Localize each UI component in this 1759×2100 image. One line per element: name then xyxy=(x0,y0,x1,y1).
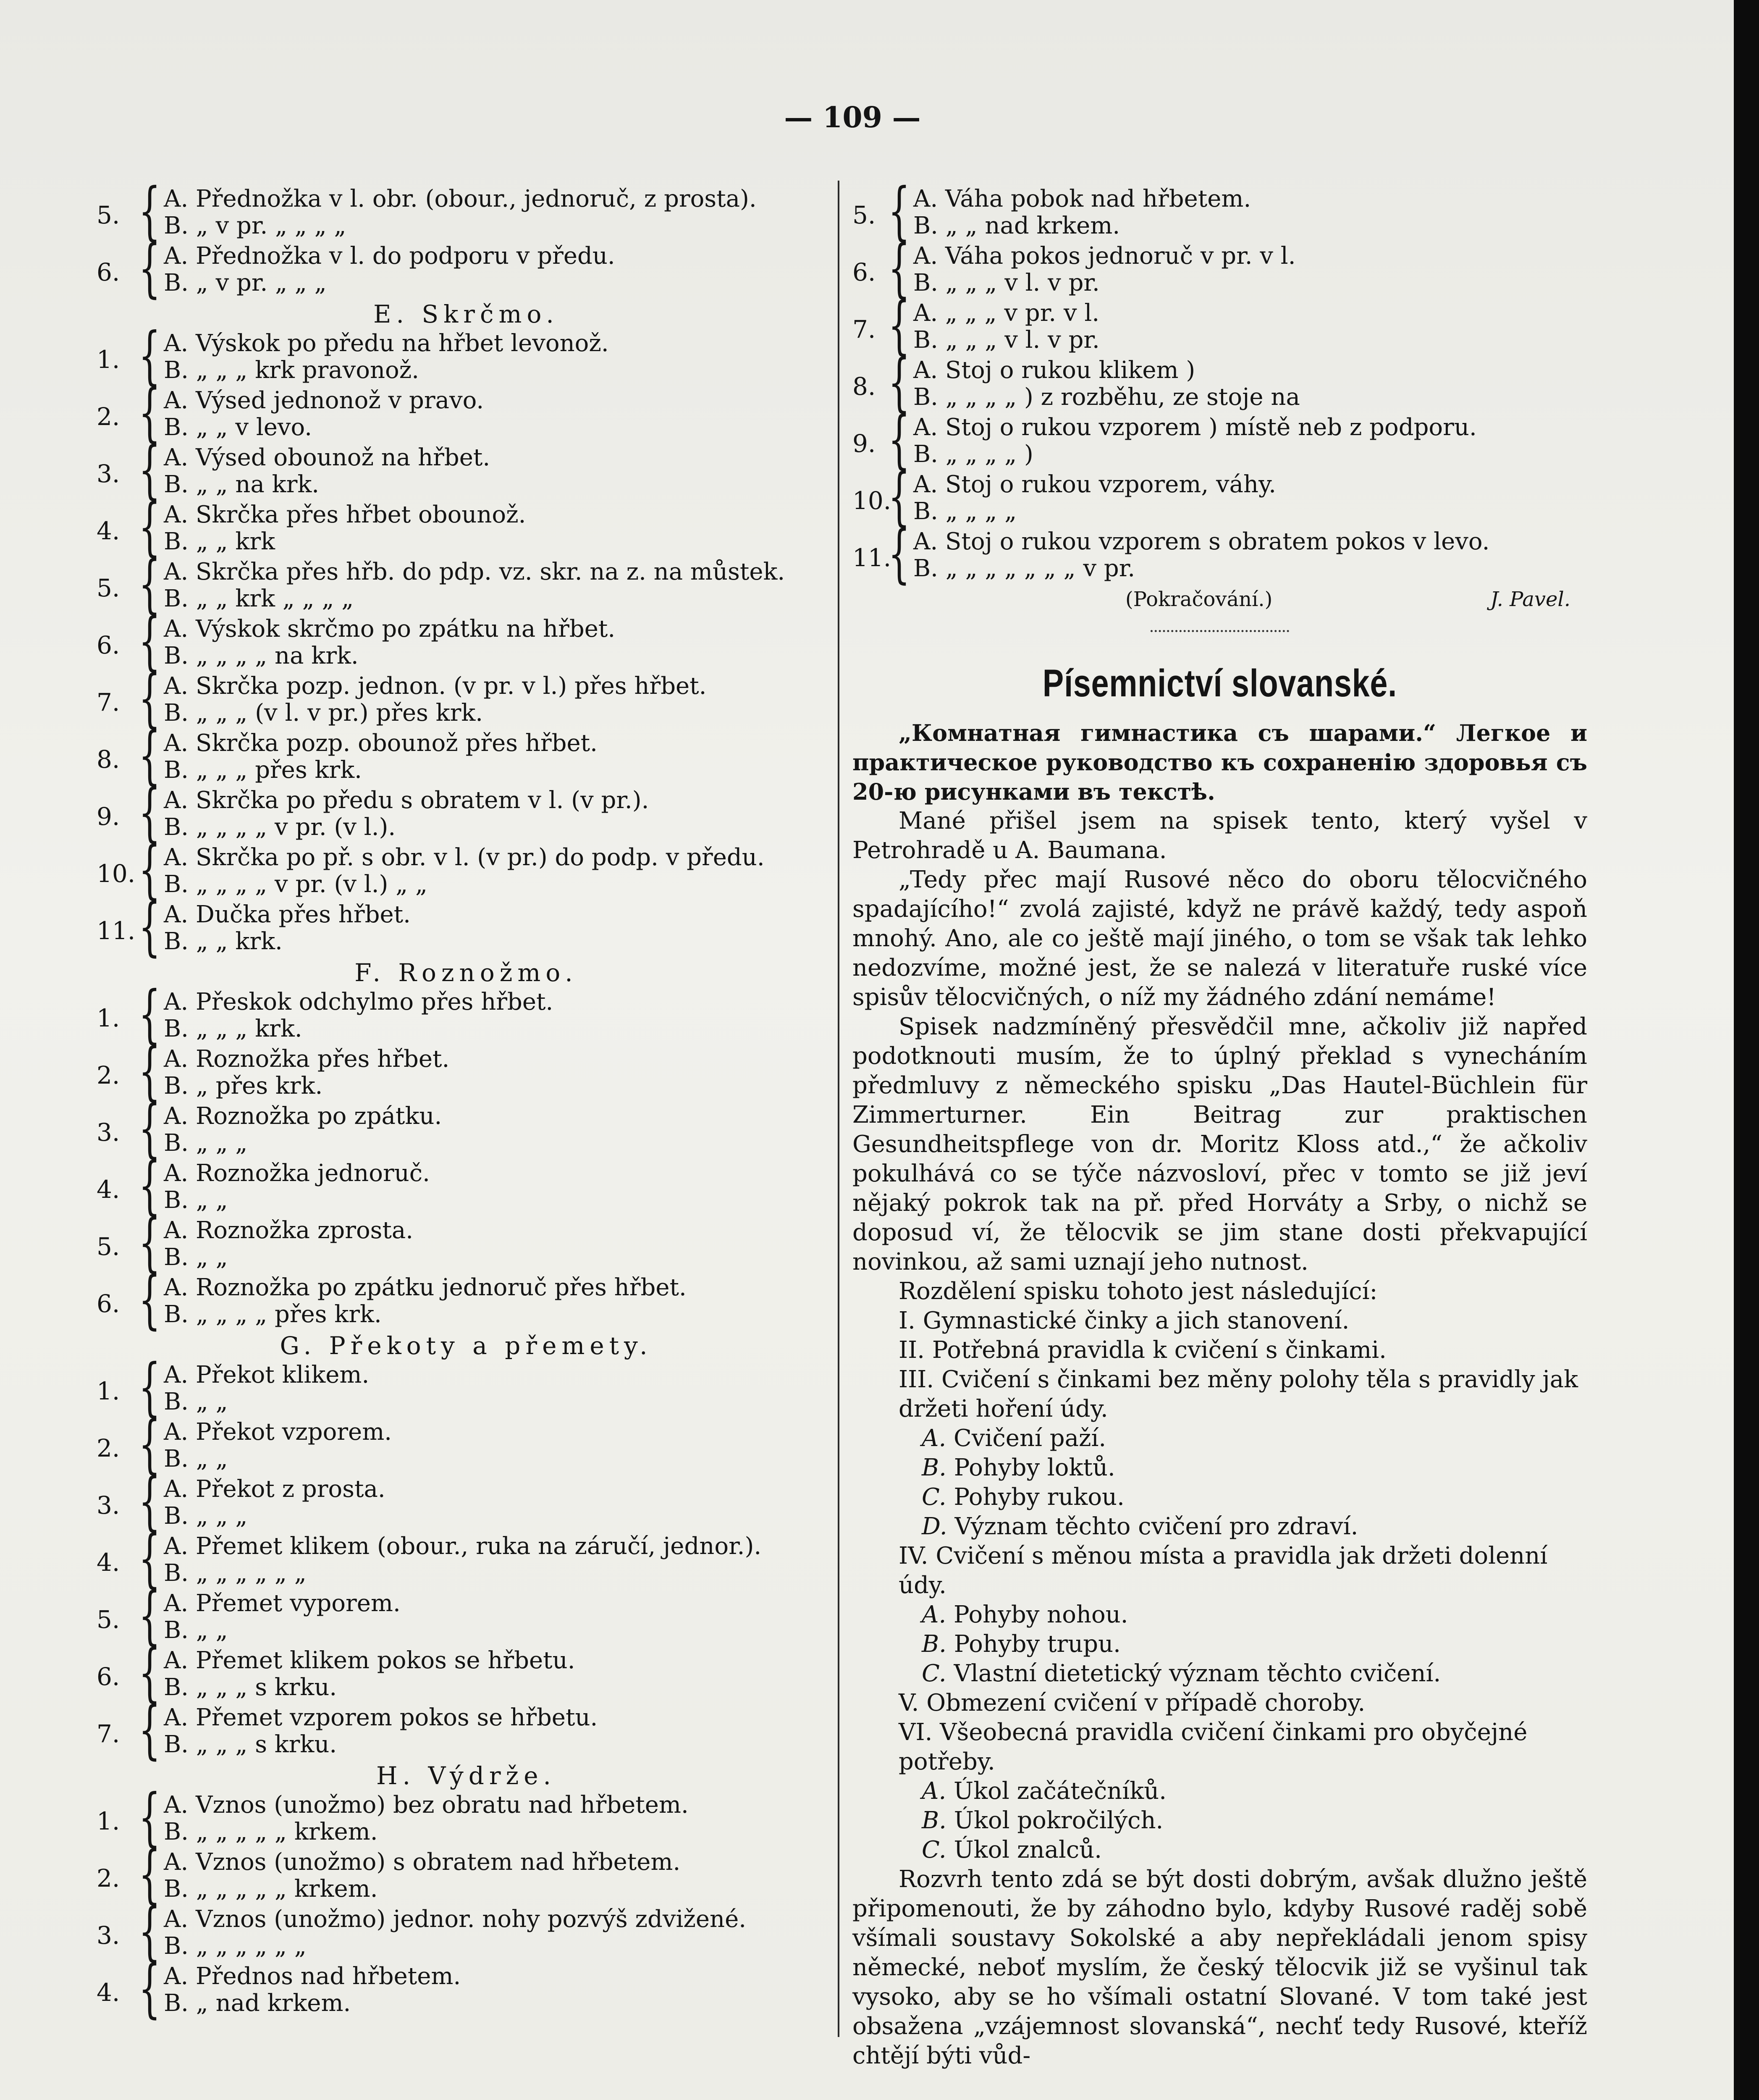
exercise-entry xyxy=(852,346,1587,419)
variant-b-text: B. „ „ xyxy=(164,1617,228,1644)
paragraph-5: Rozvrh tento zdá se být dosti dobrým, avšak dlužno ještě připomenouti, že by záhodno bylo, kdyby Rusové raděj sobě všímali soustavy Sokolské a aby nepřekládali jenom spisy německé, neboť myslím, že český tělocvik již se vyšinul tak vysoko, aby se ho všímali ostatní Slované. V tom také jest obsažena „vzájemnost slovanská“, nechť tedy Rusové, kteříž chtějí býti vůd- xyxy=(852,1866,1587,2069)
variant-a-text: A. Přemet vzporem pokos se hřbetu. xyxy=(164,1704,598,1731)
exercise-number: 5. xyxy=(97,201,120,229)
subitem-letter: C. xyxy=(922,1660,954,1687)
contents-item: III. Cvičení s činkami bez měny polohy těla s pravidly jak držeti hoření údy. xyxy=(899,1366,1578,1423)
exercise-number: 7. xyxy=(97,688,120,717)
exercise-number: 7. xyxy=(852,315,876,344)
exercise-entry xyxy=(97,175,836,248)
variant-a-text: A. Výsed obounož na hřbet. xyxy=(164,444,490,471)
section-heading-e: E. Skrčmo. xyxy=(373,300,559,328)
exercise-number: 3. xyxy=(97,1921,120,1950)
exercise-group-e xyxy=(97,319,836,963)
paragraph-2: „Tedy přec mají Rusové něco do oboru tělocvičného spadajícího!“ zvolá zajisté, když ne právě každý, tedy aspoň mnohý. Ano, ale co ještě mají jiného, o tom se však tak lehko nedozvíme, možné jest, že se nalezá v literatuře ruské více spisův tělocvičných, o níž my žádného zdání nemáme! xyxy=(852,866,1587,1011)
variant-a-text: A. Dučka přes hřbet. xyxy=(164,901,411,928)
brace-glyph: { xyxy=(139,978,161,1051)
variant-b-text: B. „ „ „ „ v pr. (v l.) „ „ xyxy=(164,871,427,898)
exercise-number: 4. xyxy=(97,1175,120,1204)
exercise-number: 3. xyxy=(97,1118,120,1147)
brace-glyph: { xyxy=(888,517,910,591)
exercise-number: 10. xyxy=(852,486,891,515)
variant-b-text: B. „ „ „ „ „ krkem. xyxy=(164,1875,378,1903)
subitem-text: Úkol znalců. xyxy=(954,1836,1102,1864)
exercise-entry xyxy=(97,1781,836,1854)
brace-glyph: { xyxy=(139,890,161,963)
exercise-number: 9. xyxy=(852,429,876,458)
subitem-letter: A. xyxy=(922,1601,954,1628)
exercise-number: 3. xyxy=(97,459,120,488)
exercise-entry xyxy=(97,1895,836,1968)
exercise-entry xyxy=(97,1522,836,1595)
exercise-entry xyxy=(852,232,1587,305)
exercise-entry xyxy=(97,1351,836,1424)
variant-a-text: A. Výskok skrčmo po zpátku na hřbet. xyxy=(164,615,616,643)
variant-b-text: B. „ „ na krk. xyxy=(164,471,320,498)
exercise-number: 2. xyxy=(97,1864,120,1893)
variant-b-text: B. „ „ krk xyxy=(164,528,275,555)
subitem-text: Úkol začátečníků. xyxy=(954,1777,1167,1805)
variant-a-text: A. Skrčka po př. s obr. v l. (v pr.) do podp. v předu. xyxy=(164,844,765,871)
brace-glyph: { xyxy=(139,1092,161,1165)
contents-item: II. Potřebná pravidla k cvičení s činkami. xyxy=(899,1336,1387,1364)
variant-a-text: A. Skrčka přes hřbet obounož. xyxy=(164,501,526,528)
variant-b-text: B. „ „ „ krk pravonož. xyxy=(164,357,419,384)
brace-glyph: { xyxy=(139,1952,161,2025)
subitem-text: Význam těchto cvičení pro zdraví. xyxy=(954,1513,1358,1540)
exercise-entry xyxy=(97,232,836,305)
section-title: Písemnictví slovanské. xyxy=(1042,662,1397,705)
variant-a-text: A. Roznožka zprosta. xyxy=(164,1217,414,1244)
variant-b-text: B. „ „ xyxy=(164,1388,228,1415)
exercise-entry xyxy=(97,1579,836,1652)
brace-glyph: { xyxy=(888,460,910,533)
exercise-entry xyxy=(852,403,1587,476)
brace-glyph: { xyxy=(139,1149,161,1222)
variant-b-text: B. „ „ „ „ ) xyxy=(913,441,1033,468)
exercise-entry xyxy=(852,460,1587,533)
contents-subitem xyxy=(852,1659,1587,1688)
brace-glyph: { xyxy=(139,1895,161,1968)
column-divider xyxy=(838,181,839,2037)
subitem-letter: A. xyxy=(922,1777,954,1805)
exercise-entry xyxy=(97,833,836,906)
variant-a-text: A. Přemet klikem pokos se hřbetu. xyxy=(164,1647,575,1674)
variant-a-text: A. Přednos nad hřbetem. xyxy=(164,1963,461,1990)
brace-glyph: { xyxy=(139,662,161,735)
author-signature: J. Pavel. xyxy=(1490,588,1570,611)
paragraph-3: Spisek nadzmíněný přesvědčil mne, ačkoliv již napřed podotknouti musím, že to úplný překlad s vynecháním předmluvy z německého spisku „Das Hautel-Büchlein für Zimmerturner. Ein Beitrag zur praktischen Gesundheitspflege von dr. Moritz Kloss atd.,“ že ačkoliv pokulhává co se týče názvosloví, přec v tomto se již jeví nějaký pokrok tak na př. před Horváty a Srby, o nichž se doposud ví, že tělocvik se jim stane dosti překvapující novinkou, až sami uznají jeho nutnost. xyxy=(852,1013,1587,1276)
exercise-entry xyxy=(97,1149,836,1222)
variant-b-text: B. „ „ „ „ ) z rozběhu, ze stoje na xyxy=(913,383,1300,411)
exercise-number: 3. xyxy=(97,1491,120,1520)
variant-a-text: A. Výsed jednonož v pravo. xyxy=(164,387,484,414)
variant-a-text: A. Váha pobok nad hřbetem. xyxy=(913,185,1251,213)
left-column xyxy=(97,175,836,2025)
variant-b-text: B. „ „ „ „ xyxy=(913,498,1017,525)
variant-a-text: A. Váha pokos jednoruč v pr. v l. xyxy=(913,242,1296,270)
page-number: — 109 — xyxy=(784,101,921,134)
brace-glyph: { xyxy=(139,1522,161,1595)
variant-a-text: A. Přednožka v l. do podporu v předu. xyxy=(164,242,615,270)
variant-a-text: A. Skrčka po předu s obratem v l. (v pr.). xyxy=(164,787,649,814)
section-heading-g: G. Překoty a přemety. xyxy=(280,1331,653,1360)
brace-glyph: { xyxy=(139,719,161,792)
variant-a-text: A. Přemet klikem (obour., ruka na záručí, jednor.). xyxy=(164,1533,762,1560)
subitem-text: Pohyby rukou. xyxy=(954,1483,1125,1511)
exercise-entry xyxy=(97,605,836,678)
variant-b-text: B. „ „ „ „ „ „ „ v pr. xyxy=(913,555,1135,582)
brace-glyph: { xyxy=(139,1636,161,1709)
variant-a-text: A. Výskok po předu na hřbet levonož. xyxy=(164,330,609,357)
variant-b-text: B. „ „ „ v l. v pr. xyxy=(913,269,1100,297)
contents-subitem xyxy=(852,1512,1587,1541)
subitem-text: Pohyby nohou. xyxy=(954,1601,1128,1628)
exercise-entry xyxy=(97,433,836,507)
exercise-number: 8. xyxy=(97,745,120,774)
variant-a-text: A. Vznos (unožmo) bez obratu nad hřbetem. xyxy=(164,1791,689,1819)
contents-subitem xyxy=(852,1600,1587,1630)
exercise-entry xyxy=(97,1408,836,1481)
variant-a-text: A. Skrčka pozp. jednon. (v pr. v l.) přes hřbet. xyxy=(164,672,707,700)
variant-b-text: B. „ „ „ s krku. xyxy=(164,1731,337,1758)
exercise-entry xyxy=(97,1092,836,1165)
variant-b-text: B. „ v pr. „ „ „ xyxy=(164,269,327,297)
exercise-number: 6. xyxy=(97,631,120,659)
exercise-entry xyxy=(97,1838,836,1911)
variant-b-text: B. „ přes krk. xyxy=(164,1072,323,1100)
exercise-number: 10. xyxy=(97,859,136,888)
brace-glyph: { xyxy=(139,776,161,849)
brace-glyph: { xyxy=(139,1579,161,1652)
subitem-letter: D. xyxy=(922,1513,955,1540)
contents-subitem xyxy=(852,1453,1587,1483)
variant-a-text: A. Přeskok odchylmo přes hřbet. xyxy=(164,988,553,1016)
subitem-letter: C. xyxy=(922,1836,954,1864)
exercise-group-e-continued xyxy=(97,175,836,305)
exercise-entry xyxy=(97,719,836,792)
paragraph-4: Rozdělení spisku tohoto jest následující: xyxy=(899,1278,1378,1305)
exercise-group-g xyxy=(97,1351,836,1767)
variant-b-text: B. „ „ „ s krku. xyxy=(164,1674,337,1701)
brace-glyph: { xyxy=(139,433,161,507)
exercise-entry xyxy=(97,1035,836,1108)
variant-b-text: B. „ „ krk. xyxy=(164,928,283,955)
variant-a-text: A. Překot vzporem. xyxy=(164,1418,392,1446)
brace-glyph: { xyxy=(139,833,161,906)
variant-a-text: A. Přemet vyporem. xyxy=(164,1590,401,1617)
exercise-number: 1. xyxy=(97,1807,120,1835)
section-heading-f: F. Roznožmo. xyxy=(354,958,578,987)
brace-glyph: { xyxy=(888,403,910,476)
right-column xyxy=(852,175,1587,2071)
ornamental-divider xyxy=(1151,622,1289,632)
brace-glyph: { xyxy=(888,346,910,419)
variant-b-text: B. „ „ „ „ „ „ xyxy=(164,1559,307,1587)
brace-glyph: { xyxy=(139,1206,161,1279)
contents-item: IV. Cvičení s měnou místa a pravidla jak držeti dolenní údy. xyxy=(899,1542,1548,1599)
book-title: „Комнатная гимнастика съ шарами.“ Легкое и практическое руководство къ сохраненію здоровья съ 20-ю рисунками въ текстѣ. xyxy=(852,719,1587,805)
variant-a-text: A. Stoj o rukou vzporem s obratem pokos v levo. xyxy=(913,528,1490,555)
exercise-group-h xyxy=(97,1781,836,2025)
exercise-number: 5. xyxy=(97,1605,120,1634)
subitem-text: Cvičení paží. xyxy=(954,1425,1106,1452)
subitem-letter: C. xyxy=(922,1483,954,1511)
exercise-number: 8. xyxy=(852,372,876,401)
contents-subitem xyxy=(852,1806,1587,1835)
exercise-number: 2. xyxy=(97,1061,120,1089)
variant-b-text: B. „ „ xyxy=(164,1244,228,1271)
variant-b-text: B. „ „ „ „ „ krkem. xyxy=(164,1818,378,1845)
exercise-entry xyxy=(852,175,1587,248)
exercise-entry xyxy=(97,1693,836,1767)
contents-subitem xyxy=(852,1835,1587,1865)
exercise-number: 4. xyxy=(97,1978,120,2007)
exercise-entry xyxy=(97,548,836,621)
brace-glyph: { xyxy=(139,376,161,449)
exercise-number: 5. xyxy=(852,201,876,229)
exercise-number: 6. xyxy=(97,258,120,286)
variant-a-text: A. Roznožka po zpátku jednoruč přes hřbet. xyxy=(164,1274,687,1301)
exercise-entry xyxy=(97,776,836,849)
brace-glyph: { xyxy=(139,1781,161,1854)
exercise-number: 11. xyxy=(97,916,136,945)
brace-glyph: { xyxy=(139,1693,161,1767)
variant-b-text: B. „ „ „ přes krk. xyxy=(164,756,362,784)
subitem-text: Pohyby trupu. xyxy=(954,1630,1121,1658)
variant-b-text: B. „ „ xyxy=(164,1186,228,1214)
variant-b-text: B. „ „ „ „ přes krk. xyxy=(164,1301,382,1328)
exercise-entry xyxy=(97,491,836,564)
exercise-entry xyxy=(97,1952,836,2025)
brace-glyph: { xyxy=(139,1035,161,1108)
brace-glyph: { xyxy=(139,1263,161,1336)
subitem-text: Úkol pokročilých. xyxy=(954,1807,1164,1834)
variant-a-text: A. „ „ „ v pr. v l. xyxy=(913,299,1100,327)
brace-glyph: { xyxy=(139,605,161,678)
variant-b-text: B. „ „ „ xyxy=(164,1502,248,1530)
continued-note: (Pokračování.) xyxy=(1125,588,1273,611)
variant-a-text: A. Vznos (unožmo) s obratem nad hřbetem. xyxy=(164,1848,681,1876)
exercise-group-f xyxy=(97,978,836,1336)
variant-b-text: B. „ v pr. „ „ „ „ xyxy=(164,212,346,239)
contents-subitem xyxy=(852,1483,1587,1512)
exercise-number: 11. xyxy=(852,543,891,572)
variant-b-text: B. „ „ „ xyxy=(164,1129,248,1157)
brace-glyph: { xyxy=(139,175,161,248)
variant-b-text: B. „ „ „ v l. v pr. xyxy=(913,326,1100,354)
brace-glyph: { xyxy=(888,289,910,362)
variant-b-text: B. „ „ „ „ na krk. xyxy=(164,642,359,669)
exercise-number: 2. xyxy=(97,402,120,431)
exercise-group-h-continued xyxy=(852,175,1587,591)
paragraph-1: Mané přišel jsem na spisek tento, který vyšel v Petrohradě u A. Baumana. xyxy=(852,807,1587,864)
brace-glyph: { xyxy=(139,319,161,392)
exercise-entry xyxy=(97,1263,836,1336)
subitem-letter: B. xyxy=(922,1807,954,1834)
exercise-number: 4. xyxy=(97,1548,120,1577)
exercise-number: 5. xyxy=(97,1232,120,1261)
brace-glyph: { xyxy=(139,1838,161,1911)
variant-b-text: B. „ nad krkem. xyxy=(164,1990,351,2017)
exercise-number: 1. xyxy=(97,1377,120,1405)
exercise-entry xyxy=(97,978,836,1051)
contents-subitem xyxy=(852,1630,1587,1659)
contents-item: V. Obmezení cvičení v případě choroby. xyxy=(899,1689,1366,1717)
exercise-entry xyxy=(852,517,1587,591)
exercise-entry xyxy=(97,1636,836,1709)
variant-a-text: A. Stoj o rukou vzporem, váhy. xyxy=(913,471,1277,498)
variant-b-text: B. „ „ „ (v l. v pr.) přes krk. xyxy=(164,699,483,727)
variant-a-text: A. Stoj o rukou vzporem ) místě neb z podporu. xyxy=(913,414,1477,441)
contents-subitem xyxy=(852,1777,1587,1806)
variant-b-text: B. „ „ „ „ „ „ xyxy=(164,1932,307,1960)
subitem-text: Vlastní dietetický význam těchto cvičení. xyxy=(954,1660,1441,1687)
contents-item: VI. Všeobecná pravidla cvičení činkami pro obyčejné potřeby. xyxy=(899,1719,1528,1775)
brace-glyph: { xyxy=(888,232,910,305)
subitem-letter: B. xyxy=(922,1454,954,1481)
exercise-number: 6. xyxy=(97,1662,120,1691)
exercise-number: 1. xyxy=(97,345,120,374)
exercise-number: 6. xyxy=(97,1289,120,1318)
variant-a-text: A. Přednožka v l. obr. (obour., jednoruč, z prosta). xyxy=(164,185,757,213)
variant-b-text: B. „ „ krk „ „ „ „ xyxy=(164,585,354,612)
exercise-entry xyxy=(97,890,836,963)
scan-edge-right xyxy=(1734,0,1759,2100)
brace-glyph: { xyxy=(139,232,161,305)
article-footer xyxy=(852,585,1587,614)
exercise-number: 9. xyxy=(97,802,120,831)
subitem-text: Pohyby loktů. xyxy=(954,1454,1115,1481)
variant-a-text: A. Stoj o rukou klikem ) xyxy=(913,357,1195,384)
brace-glyph: { xyxy=(888,175,910,248)
variant-a-text: A. Překot z prosta. xyxy=(164,1475,385,1503)
exercise-number: 7. xyxy=(97,1719,120,1748)
variant-b-text: B. „ „ „ „ v pr. (v l.). xyxy=(164,814,396,841)
contents-item: I. Gymnastické činky a jich stanovení. xyxy=(899,1307,1350,1334)
brace-glyph: { xyxy=(139,491,161,564)
exercise-number: 6. xyxy=(852,258,876,286)
exercise-number: 1. xyxy=(97,1004,120,1032)
subitem-letter: A. xyxy=(922,1425,954,1452)
exercise-number: 4. xyxy=(97,517,120,545)
exercise-entry xyxy=(852,289,1587,362)
exercise-entry xyxy=(97,662,836,735)
variant-a-text: A. Roznožka jednoruč. xyxy=(164,1160,430,1187)
exercise-number: 2. xyxy=(97,1434,120,1462)
variant-a-text: A. Skrčka pozp. obounož přes hřbet. xyxy=(164,730,598,757)
variant-a-text: A. Překot klikem. xyxy=(164,1361,370,1389)
variant-b-text: B. „ „ „ krk. xyxy=(164,1015,302,1042)
variant-a-text: A. Roznožka přes hřbet. xyxy=(164,1045,450,1073)
variant-b-text: B. „ „ xyxy=(164,1445,228,1473)
contents-subitem xyxy=(852,1424,1587,1453)
exercise-entry xyxy=(97,1465,836,1538)
brace-glyph: { xyxy=(139,1465,161,1538)
variant-b-text: B. „ „ nad krkem. xyxy=(913,212,1120,239)
exercise-number: 5. xyxy=(97,574,120,602)
brace-glyph: { xyxy=(139,1408,161,1481)
exercise-entry xyxy=(97,1206,836,1279)
brace-glyph: { xyxy=(139,1351,161,1424)
variant-a-text: A. Vznos (unožmo) jednor. nohy pozvýš zdvižené. xyxy=(164,1906,747,1933)
variant-a-text: A. Skrčka přes hřb. do pdp. vz. skr. na z. na můstek. xyxy=(164,558,785,585)
exercise-entry xyxy=(97,376,836,449)
section-heading-h: H. Výdrže. xyxy=(376,1761,556,1790)
exercise-entry xyxy=(97,319,836,392)
brace-glyph: { xyxy=(139,548,161,621)
variant-a-text: A. Roznožka po zpátku. xyxy=(164,1102,442,1130)
variant-b-text: B. „ „ v levo. xyxy=(164,414,312,441)
subitem-letter: B. xyxy=(922,1630,954,1658)
contents-list xyxy=(852,1306,1587,1865)
